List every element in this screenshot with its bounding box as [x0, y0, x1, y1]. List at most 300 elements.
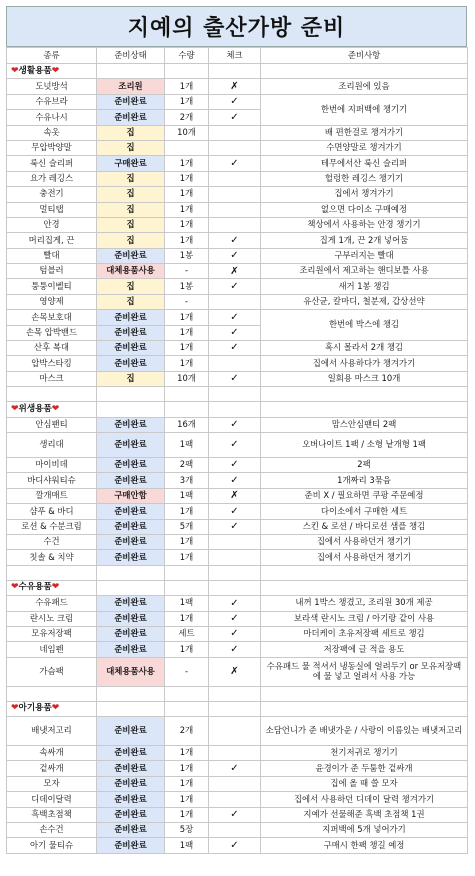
table-row	[7, 264, 468, 279]
prep-note: 일회용 마스크 10개	[261, 371, 468, 386]
item-name: 퉁퉁이벨티	[7, 279, 97, 294]
empty-cell	[209, 701, 261, 716]
status-badge: 집	[97, 294, 165, 309]
empty-cell	[165, 387, 209, 402]
empty-cell	[97, 565, 165, 580]
check-mark[interactable]: ✓	[209, 611, 261, 626]
status-badge: 준비완료	[97, 838, 165, 853]
quantity: 1개	[165, 171, 209, 186]
prep-note: 집에서 사용하던거 챙기기	[261, 550, 468, 565]
status-badge: 준비완료	[97, 341, 165, 356]
empty-cell	[261, 64, 468, 79]
quantity: 1개	[165, 202, 209, 217]
table-row	[7, 156, 468, 171]
item-name: 룩신 슬리퍼	[7, 156, 97, 171]
check-mark[interactable]	[209, 823, 261, 838]
check-mark[interactable]: ✗	[209, 657, 261, 686]
section-title: 생활용품	[18, 65, 52, 76]
item-name: 속옷	[7, 125, 97, 140]
check-mark[interactable]: ✓	[209, 279, 261, 294]
item-name: 칫솔 & 치약	[7, 550, 97, 565]
header-category: 종류	[7, 48, 97, 64]
table-body	[7, 64, 468, 854]
item-name: 마스크	[7, 371, 97, 386]
status-badge: 준비완료	[97, 94, 165, 109]
prep-note: 구매시 한팩 챙길 예정	[261, 838, 468, 853]
section-title: 수유용품	[18, 582, 52, 593]
quantity: 1개	[165, 356, 209, 371]
empty-cell	[261, 580, 468, 595]
empty-cell	[97, 387, 165, 402]
table-row	[7, 248, 468, 263]
heart-icon: ❤	[51, 703, 60, 714]
empty-cell	[165, 580, 209, 595]
table-row	[7, 823, 468, 838]
table-row	[7, 202, 468, 217]
prep-note: 한번에 지퍼백에 챙기기	[261, 94, 468, 125]
quantity: 1개	[165, 746, 209, 761]
check-mark[interactable]	[209, 717, 261, 746]
empty-cell	[209, 686, 261, 701]
table-row	[7, 761, 468, 776]
prep-note: 조리원에서 제고하는 핸디보틀 사용	[261, 264, 468, 279]
prep-note: 천기저귀로 챙기기	[261, 746, 468, 761]
quantity: 1팩	[165, 838, 209, 853]
sheet	[6, 6, 467, 854]
item-name: 무압박양말	[7, 140, 97, 155]
item-name: 도넛방석	[7, 79, 97, 94]
quantity: 1개	[165, 776, 209, 791]
status-badge: 집	[97, 187, 165, 202]
item-name: 안심팬티	[7, 417, 97, 432]
prep-note: 구부러지는 빨대	[261, 248, 468, 263]
empty-cell	[209, 580, 261, 595]
check-mark[interactable]: ✓	[209, 341, 261, 356]
empty-cell	[97, 686, 165, 701]
table-row	[7, 657, 468, 686]
status-badge: 준비완료	[97, 310, 165, 325]
status-badge: 준비완료	[97, 519, 165, 534]
check-mark[interactable]: ✓	[209, 642, 261, 657]
status-badge: 준비완료	[97, 642, 165, 657]
check-mark[interactable]	[209, 746, 261, 761]
status-badge: 대체용품사용	[97, 657, 165, 686]
spacer-row	[7, 686, 468, 701]
item-name: 디데이달력	[7, 792, 97, 807]
header-row	[7, 48, 468, 64]
table-row	[7, 187, 468, 202]
check-mark[interactable]	[209, 217, 261, 232]
item-name: 마이비데	[7, 457, 97, 472]
status-badge: 준비완료	[97, 417, 165, 432]
status-badge: 준비완료	[97, 457, 165, 472]
check-mark[interactable]: ✓	[209, 156, 261, 171]
status-badge: 준비완료	[97, 432, 165, 457]
prep-note: 집에서 챙겨가기	[261, 187, 468, 202]
item-name: 수건	[7, 534, 97, 549]
item-name: 네임펜	[7, 642, 97, 657]
section-title-cell	[7, 64, 97, 79]
check-mark[interactable]	[209, 202, 261, 217]
quantity: 1개	[165, 642, 209, 657]
item-name: 가슴팩	[7, 657, 97, 686]
table-row	[7, 504, 468, 519]
quantity: 1팩	[165, 432, 209, 457]
check-mark[interactable]: ✓	[209, 457, 261, 472]
status-badge: 준비완료	[97, 596, 165, 611]
quantity: -	[165, 294, 209, 309]
item-name: 영양제	[7, 294, 97, 309]
table-row	[7, 457, 468, 472]
spacer-row	[7, 565, 468, 580]
quantity: 2팩	[165, 457, 209, 472]
prep-note: 집에서 사용하던거 챙기기	[261, 534, 468, 549]
section-title-cell	[7, 701, 97, 716]
empty-cell	[7, 565, 97, 580]
quantity: 2개	[165, 717, 209, 746]
quantity: 1개	[165, 325, 209, 340]
table-row	[7, 807, 468, 822]
check-mark[interactable]: ✓	[209, 94, 261, 109]
check-mark[interactable]	[209, 187, 261, 202]
item-name: 깔개매트	[7, 488, 97, 503]
status-badge: 집	[97, 217, 165, 232]
quantity: 1개	[165, 233, 209, 248]
status-badge: 준비완료	[97, 325, 165, 340]
header-notes: 준비사항	[261, 48, 468, 64]
quantity: -	[165, 657, 209, 686]
table-row	[7, 432, 468, 457]
prep-note: 수유패드 물 적셔서 냉동실에 얼려두기 or 모유저장팩에 물 넣고 얼려서 사용 가능	[261, 657, 468, 686]
status-badge: 구매완료	[97, 156, 165, 171]
table-row	[7, 217, 468, 232]
quantity: 1개	[165, 761, 209, 776]
status-badge: 집	[97, 202, 165, 217]
item-name: 안경	[7, 217, 97, 232]
table-row	[7, 792, 468, 807]
prep-note: 다이소에서 구매한 세트	[261, 504, 468, 519]
table-row	[7, 596, 468, 611]
status-badge: 준비완료	[97, 550, 165, 565]
prep-note: 2팩	[261, 457, 468, 472]
section-header-row	[7, 402, 468, 417]
status-badge: 준비완료	[97, 746, 165, 761]
check-mark[interactable]: ✓	[209, 519, 261, 534]
empty-cell	[209, 64, 261, 79]
quantity: 세트	[165, 626, 209, 641]
heart-icon: ❤	[11, 703, 19, 714]
table-row	[7, 125, 468, 140]
item-name: 수유패드	[7, 596, 97, 611]
prep-note: 맘스안심팬티 2팩	[261, 417, 468, 432]
check-mark[interactable]: ✗	[209, 79, 261, 94]
status-badge: 집	[97, 233, 165, 248]
check-mark[interactable]	[209, 140, 261, 155]
table-row	[7, 79, 468, 94]
check-mark[interactable]: ✓	[209, 110, 261, 125]
table-row	[7, 279, 468, 294]
table-row	[7, 341, 468, 356]
empty-cell	[261, 686, 468, 701]
prep-note: 지예가 선물해준 흑백 초점책 1권	[261, 807, 468, 822]
quantity: 1개	[165, 504, 209, 519]
empty-cell	[165, 565, 209, 580]
empty-cell	[209, 402, 261, 417]
table-row	[7, 519, 468, 534]
status-badge: 구매안함	[97, 488, 165, 503]
quantity: 1개	[165, 792, 209, 807]
check-mark[interactable]: ✓	[209, 473, 261, 488]
item-name: 속싸개	[7, 746, 97, 761]
prep-note: 수면양말로 챙겨가기	[261, 140, 468, 155]
heart-icon: ❤	[51, 65, 60, 76]
prep-note: 집게 1개, 끈 2개 넣어둠	[261, 233, 468, 248]
quantity: 1봉	[165, 279, 209, 294]
table-row	[7, 171, 468, 186]
table-row	[7, 626, 468, 641]
empty-cell	[7, 686, 97, 701]
empty-cell	[97, 64, 165, 79]
item-name: 바디샤워티슈	[7, 473, 97, 488]
check-mark[interactable]: ✓	[209, 248, 261, 263]
item-name: 로션 & 수분크림	[7, 519, 97, 534]
quantity: 1팩	[165, 488, 209, 503]
quantity: 5개	[165, 519, 209, 534]
prep-note: 헐렁한 레깅스 챙기기	[261, 171, 468, 186]
prep-note: 준비 X / 필요하면 쿠팡 주문예정	[261, 488, 468, 503]
prep-note: 보라색 란시노 크림 / 아기랑 같이 사용	[261, 611, 468, 626]
item-name: 손수건	[7, 823, 97, 838]
table-row	[7, 642, 468, 657]
quantity: 1개	[165, 187, 209, 202]
table-row	[7, 294, 468, 309]
item-name: 손목 압박밴드	[7, 325, 97, 340]
check-mark[interactable]: ✓	[209, 325, 261, 340]
check-mark[interactable]: ✓	[209, 233, 261, 248]
item-name: 모유저장팩	[7, 626, 97, 641]
empty-cell	[7, 387, 97, 402]
check-mark[interactable]: ✓	[209, 371, 261, 386]
check-mark[interactable]	[209, 294, 261, 309]
item-name: 빨대	[7, 248, 97, 263]
item-name: 손목보호대	[7, 310, 97, 325]
empty-cell	[209, 387, 261, 402]
check-mark[interactable]: ✓	[209, 504, 261, 519]
section-title: 아기용품	[18, 703, 52, 714]
table-row	[7, 488, 468, 503]
empty-cell	[261, 402, 468, 417]
check-mark[interactable]	[209, 776, 261, 791]
prep-note: 소담언니가 준 배냇가운 / 사랑이 이름있는 배냇저고리	[261, 717, 468, 746]
item-name: 요가 레깅스	[7, 171, 97, 186]
quantity: 1개	[165, 217, 209, 232]
check-mark[interactable]	[209, 792, 261, 807]
prep-note: 내꺼 1박스 챙겼고, 조리원 30개 제공	[261, 596, 468, 611]
status-badge: 준비완료	[97, 356, 165, 371]
prep-note: 마더케이 초유저장팩 세트로 챙김	[261, 626, 468, 641]
prep-note: 오버나이트 1팩 / 소형 낱개형 1팩	[261, 432, 468, 457]
prep-note: 책상에서 사용하는 안경 챙기기	[261, 217, 468, 232]
heart-icon: ❤	[51, 582, 60, 593]
table-row	[7, 473, 468, 488]
status-badge: 준비완료	[97, 807, 165, 822]
prep-note: 집에 올 때 쓸 모자	[261, 776, 468, 791]
table-row	[7, 356, 468, 371]
prep-note: 새거 1봉 챙김	[261, 279, 468, 294]
empty-cell	[165, 686, 209, 701]
quantity: 10개	[165, 371, 209, 386]
quantity: 1개	[165, 310, 209, 325]
header-check: 체크	[209, 48, 261, 64]
heart-icon: ❤	[11, 65, 19, 76]
item-name: 산후 복대	[7, 341, 97, 356]
status-badge: 집	[97, 279, 165, 294]
empty-cell	[97, 580, 165, 595]
prep-note: 지퍼백에 5개 넣어가기	[261, 823, 468, 838]
item-name: 생리대	[7, 432, 97, 457]
heart-icon: ❤	[11, 403, 19, 414]
status-badge: 준비완료	[97, 110, 165, 125]
quantity: 1개	[165, 156, 209, 171]
quantity: 1팩	[165, 596, 209, 611]
table-row	[7, 746, 468, 761]
item-name: 샴푸 & 바디	[7, 504, 97, 519]
status-badge: 대체용품사용	[97, 264, 165, 279]
empty-cell	[261, 701, 468, 716]
quantity: 3개	[165, 473, 209, 488]
section-title-cell	[7, 402, 97, 417]
spacer-row	[7, 387, 468, 402]
prep-note: 없으면 다이소 구매예정	[261, 202, 468, 217]
item-name: 수유브라	[7, 94, 97, 109]
empty-cell	[165, 701, 209, 716]
quantity: 1개	[165, 94, 209, 109]
table-row	[7, 717, 468, 746]
check-mark[interactable]: ✓	[209, 596, 261, 611]
prep-note: 조리원에 있음	[261, 79, 468, 94]
check-mark[interactable]: ✓	[209, 432, 261, 457]
prep-note: 혹시 몰라서 2개 챙김	[261, 341, 468, 356]
check-mark[interactable]: ✓	[209, 761, 261, 776]
check-mark[interactable]: ✓	[209, 417, 261, 432]
item-name: 겉싸개	[7, 761, 97, 776]
status-badge: 준비완료	[97, 611, 165, 626]
check-mark[interactable]: ✓	[209, 310, 261, 325]
table-row	[7, 417, 468, 432]
check-mark[interactable]	[209, 356, 261, 371]
check-mark[interactable]	[209, 550, 261, 565]
quantity: 2개	[165, 110, 209, 125]
item-name: 멀티탭	[7, 202, 97, 217]
quantity: 16개	[165, 417, 209, 432]
table-row	[7, 534, 468, 549]
table-row	[7, 140, 468, 155]
empty-cell	[261, 565, 468, 580]
status-badge: 준비완료	[97, 473, 165, 488]
empty-cell	[97, 402, 165, 417]
empty-cell	[165, 402, 209, 417]
item-name: 머리집게, 끈	[7, 233, 97, 248]
prep-note: 스킨 & 로션 / 바디로션 샘플 챙김	[261, 519, 468, 534]
quantity: 1개	[165, 534, 209, 549]
prep-note: 테무에서산 룩신 슬리퍼	[261, 156, 468, 171]
item-name: 수유나시	[7, 110, 97, 125]
empty-cell	[209, 565, 261, 580]
prep-note: 유산균, 칼마디, 철분제, 갑상선약	[261, 294, 468, 309]
table-row	[7, 94, 468, 109]
prep-note: 1개짜리 3묶음	[261, 473, 468, 488]
status-badge: 조리원	[97, 79, 165, 94]
status-badge: 집	[97, 125, 165, 140]
check-mark[interactable]: ✗	[209, 264, 261, 279]
section-header-row	[7, 701, 468, 716]
prep-note: 윤경이가 준 두툼한 겉싸개	[261, 761, 468, 776]
status-badge: 준비완료	[97, 792, 165, 807]
section-title: 위생용품	[18, 403, 52, 414]
status-badge: 준비완료	[97, 626, 165, 641]
status-badge: 준비완료	[97, 534, 165, 549]
item-name: 압박스타킹	[7, 356, 97, 371]
quantity: 1개	[165, 79, 209, 94]
item-name: 아기 물티슈	[7, 838, 97, 853]
item-name: 란시노 크림	[7, 611, 97, 626]
status-badge: 준비완료	[97, 761, 165, 776]
prep-note: 저장팩에 글 적을 용도	[261, 642, 468, 657]
item-name: 배냇저고리	[7, 717, 97, 746]
section-header-row	[7, 580, 468, 595]
section-title-cell	[7, 580, 97, 595]
page-title: 지예의 출산가방 준비	[6, 6, 467, 47]
check-mark[interactable]: ✓	[209, 626, 261, 641]
table-row	[7, 776, 468, 791]
quantity: 5장	[165, 823, 209, 838]
heart-icon: ❤	[11, 582, 19, 593]
status-badge: 준비완료	[97, 504, 165, 519]
item-name: 텀블러	[7, 264, 97, 279]
status-badge: 집	[97, 140, 165, 155]
check-mark[interactable]: ✓	[209, 838, 261, 853]
quantity: 1개	[165, 550, 209, 565]
quantity	[165, 140, 209, 155]
prep-note: 배 편한걸로 챙겨가기	[261, 125, 468, 140]
quantity: 1봉	[165, 248, 209, 263]
item-name: 충전기	[7, 187, 97, 202]
empty-cell	[261, 387, 468, 402]
table-row	[7, 310, 468, 325]
check-mark[interactable]	[209, 125, 261, 140]
prep-note: 한번에 박스에 챙김	[261, 310, 468, 341]
quantity: 10개	[165, 125, 209, 140]
table-row	[7, 838, 468, 853]
item-name: 모자	[7, 776, 97, 791]
empty-cell	[97, 701, 165, 716]
check-mark[interactable]	[209, 171, 261, 186]
table-row	[7, 611, 468, 626]
status-badge: 집	[97, 171, 165, 186]
quantity: 1개	[165, 341, 209, 356]
heart-icon: ❤	[51, 403, 60, 414]
status-badge: 집	[97, 371, 165, 386]
quantity: 1개	[165, 611, 209, 626]
table-row	[7, 371, 468, 386]
check-mark[interactable]: ✓	[209, 807, 261, 822]
prep-note: 집에서 사용하다가 챙겨가기	[261, 356, 468, 371]
check-mark[interactable]: ✗	[209, 488, 261, 503]
item-name: 흑백초점책	[7, 807, 97, 822]
checklist-table	[6, 47, 468, 854]
quantity: -	[165, 264, 209, 279]
check-mark[interactable]	[209, 534, 261, 549]
